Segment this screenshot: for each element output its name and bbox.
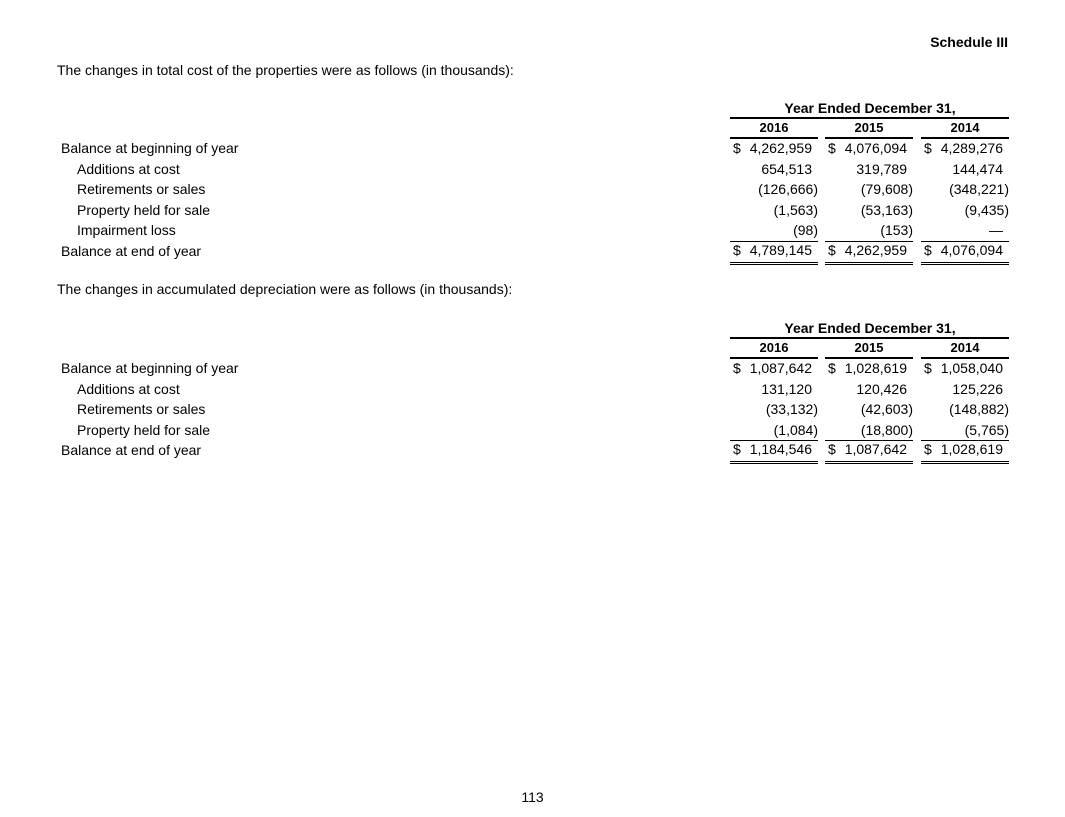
value-text: 1,087,642 (749, 360, 812, 376)
row-label: Balance at end of year (61, 442, 202, 458)
year-header-rule (730, 137, 818, 139)
dollar-sign: $ (733, 140, 741, 156)
value-cell (730, 381, 818, 399)
year-group-header: Year Ended December 31, (784, 100, 956, 116)
value-text: 125,226 (952, 380, 1003, 397)
year-header-rule (825, 357, 913, 359)
row-label: Balance at beginning of year (61, 140, 239, 156)
value-text: 131,120 (761, 380, 812, 397)
year-header-2016: 2016 (759, 120, 789, 135)
table-row (0, 442, 1065, 463)
header-rule (730, 117, 1009, 119)
table-row (0, 360, 1065, 381)
value-text: (53,163) (860, 201, 913, 218)
table-row (0, 243, 1065, 264)
value-cell (730, 241, 818, 262)
value-cell (730, 140, 818, 158)
year-group-header: Year Ended December 31, (784, 320, 956, 336)
dollar-sign: $ (828, 360, 836, 376)
dollar-sign: $ (924, 241, 932, 258)
table-row (0, 222, 1065, 243)
value-text: 1,058,040 (940, 360, 1003, 376)
value-text: (42,603) (860, 401, 913, 417)
value-text: 4,076,094 (940, 241, 1003, 258)
depreciation-intro: The changes in accumulated depreciation were as follows (in thousands): (57, 281, 513, 297)
value-text: (18,800) (860, 421, 913, 438)
year-header-rule (730, 357, 818, 359)
dollar-sign: $ (924, 441, 932, 457)
value-cell (730, 440, 818, 461)
value-cell (825, 181, 913, 199)
value-text: 4,789,145 (749, 241, 812, 258)
row-label: Balance at beginning of year (61, 360, 239, 376)
dollar-sign: $ (733, 441, 741, 457)
dollar-sign: $ (828, 241, 836, 258)
value-text: 1,087,642 (844, 441, 907, 457)
value-cell (825, 401, 913, 419)
value-cell (825, 161, 913, 179)
table-row (0, 422, 1065, 443)
table-row (0, 181, 1065, 202)
value-text: 1,028,619 (940, 441, 1003, 457)
value-cell (730, 422, 818, 440)
page-number: 113 (521, 789, 544, 805)
value-cell (921, 202, 1009, 220)
year-header-2015: 2015 (854, 340, 884, 355)
dollar-sign: $ (733, 360, 741, 376)
value-text: — (989, 222, 1003, 238)
dollar-sign: $ (924, 140, 932, 156)
value-cell (921, 161, 1009, 179)
value-cell (921, 222, 1009, 240)
value-cell (730, 360, 818, 378)
row-label: Property held for sale (77, 421, 211, 438)
dollar-sign: $ (828, 441, 836, 457)
row-label: Retirements or sales (77, 401, 206, 417)
header-rule (730, 337, 1009, 339)
value-cell (921, 241, 1009, 262)
year-header-2016: 2016 (759, 340, 789, 355)
value-cell (730, 202, 818, 220)
value-cell (921, 440, 1009, 461)
row-label: Balance at end of year (61, 242, 202, 259)
value-text: (126,666) (758, 181, 818, 197)
value-text: 4,289,276 (940, 140, 1003, 156)
year-header-2014: 2014 (950, 340, 980, 355)
year-header-2015: 2015 (854, 120, 884, 135)
value-cell (921, 181, 1009, 199)
value-text: 4,262,959 (844, 241, 907, 258)
value-text: 319,789 (856, 160, 907, 177)
value-text: (148,882) (949, 401, 1009, 417)
year-header-rule (921, 357, 1009, 359)
value-text: 120,426 (856, 380, 907, 397)
value-text: (79,608) (860, 181, 913, 197)
value-cell (825, 422, 913, 440)
value-cell (825, 440, 913, 461)
schedule-label: Schedule III (930, 34, 1008, 50)
table-row (0, 140, 1065, 161)
value-cell (730, 222, 818, 240)
row-label: Property held for sale (77, 201, 211, 218)
value-cell (921, 401, 1009, 419)
value-cell (730, 161, 818, 179)
value-cell (825, 381, 913, 399)
table-row (0, 202, 1065, 223)
value-text: 1,184,546 (749, 441, 812, 457)
row-label: Impairment loss (77, 222, 176, 238)
dollar-sign: $ (828, 140, 836, 156)
row-label: Additions at cost (77, 380, 180, 397)
value-text: (98) (793, 222, 818, 238)
row-label: Retirements or sales (77, 181, 206, 197)
value-cell (921, 360, 1009, 378)
value-text: 4,262,959 (749, 140, 812, 156)
value-text: (5,765) (964, 421, 1009, 438)
row-label: Additions at cost (77, 160, 180, 177)
table-row (0, 401, 1065, 422)
value-cell (730, 181, 818, 199)
value-cell (825, 202, 913, 220)
value-cell (921, 422, 1009, 440)
table-row (0, 381, 1065, 402)
year-header-rule (921, 137, 1009, 139)
value-text: (1,563) (773, 201, 818, 218)
value-cell (825, 241, 913, 262)
value-text: (33,132) (765, 401, 818, 417)
value-text: (1,084) (773, 421, 818, 438)
value-text: 1,028,619 (844, 360, 907, 376)
dollar-sign: $ (733, 241, 741, 258)
value-cell (825, 140, 913, 158)
value-cell (825, 222, 913, 240)
value-cell (730, 401, 818, 419)
value-text: (348,221) (949, 181, 1009, 197)
dollar-sign: $ (924, 360, 932, 376)
value-text: 4,076,094 (844, 140, 907, 156)
year-header-rule (825, 137, 913, 139)
value-cell (921, 140, 1009, 158)
value-text: (9,435) (964, 201, 1009, 218)
table-row (0, 161, 1065, 182)
value-cell (825, 360, 913, 378)
cost-intro: The changes in total cost of the properties were as follows (in thousands): (57, 62, 514, 78)
value-text: 144,474 (952, 160, 1003, 177)
value-text: (153) (880, 222, 913, 238)
value-cell (921, 381, 1009, 399)
value-text: 654,513 (761, 160, 812, 177)
year-header-2014: 2014 (950, 120, 980, 135)
